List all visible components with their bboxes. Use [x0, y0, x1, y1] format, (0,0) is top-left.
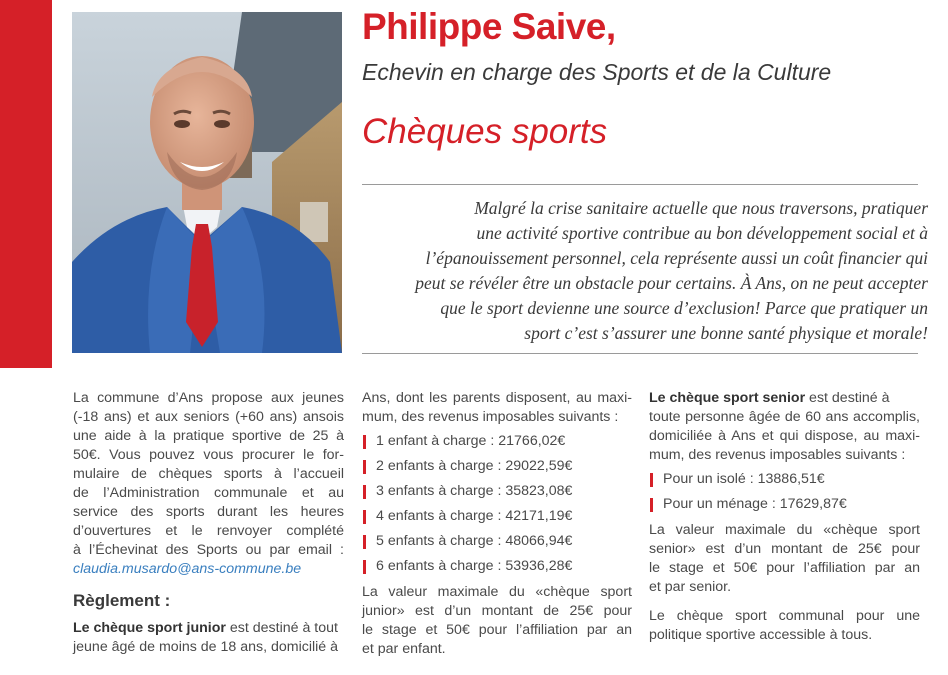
intro-line: peut se révéler être un obstacle pour certains. À Ans, on ne peut accepter: [415, 273, 928, 293]
list-item-text: 1 enfant à charge : 21766,02€: [376, 433, 566, 449]
body-line: senior» est d’un montant de 25€ pour: [649, 541, 920, 557]
list-item: [362, 529, 632, 554]
list-item: [362, 554, 632, 579]
body-line: et par enfant.: [362, 641, 446, 657]
portrait-illustration: [72, 12, 342, 353]
list-item: [649, 492, 920, 517]
body-line: et par senior.: [649, 579, 732, 595]
senior-rest: est destiné à: [805, 390, 890, 406]
bullet-marker: [363, 460, 366, 474]
bullet-marker: [363, 485, 366, 499]
list-item: [362, 479, 632, 504]
bullet-marker: [363, 435, 366, 449]
bullet-marker: [650, 473, 653, 487]
body-line: service des sports durant les heures: [73, 504, 344, 520]
list-item-text: Pour un isolé : 13886,51€: [663, 471, 825, 487]
list-item-text: 3 enfants à charge : 35823,08€: [376, 483, 573, 499]
accent-bar: [0, 0, 52, 368]
list-item: [362, 504, 632, 529]
email-link[interactable]: claudia.musardo@ans-commune.be: [73, 561, 302, 577]
body-line: La valeur maximale du «chèque sport: [362, 584, 632, 600]
reglement-heading: Règlement :: [73, 591, 171, 610]
bullet-marker: [363, 535, 366, 549]
intro-line: l’épanouissement personnel, cela représente aussi un coût financier qui: [425, 248, 928, 268]
body-line: Le chèque sport communal pour une: [649, 608, 920, 624]
senior-income-list: [649, 467, 920, 517]
body-line: La valeur maximale du «chèque sport: [649, 522, 920, 538]
body-line: d’ouvertures et le renvoyer complété: [73, 523, 344, 539]
divider-bottom: [362, 353, 918, 354]
body-line: jeune âgé de moins de 18 ans, domicilié à: [73, 639, 339, 655]
senior-bold: Le chèque sport senior: [649, 390, 806, 406]
body-line: mum, des revenus imposables suivants :: [362, 409, 619, 425]
divider-top: [362, 184, 918, 185]
body-line: à l’Échevinat des Sports ou par email :: [73, 542, 344, 558]
body-line: le stage et 50€ pour l’affiliation par an: [649, 560, 920, 576]
person-name: Philippe Saive,: [362, 6, 616, 47]
list-item: [649, 467, 920, 492]
bullet-marker: [363, 560, 366, 574]
list-item: [362, 429, 632, 454]
intro-line: une activité sportive contribue au bon développement social et à: [476, 223, 928, 243]
portrait-photo: [72, 12, 342, 353]
intro-line: que le sport devienne une source d’exclusion! Parce que pratiquer un: [440, 298, 928, 318]
body-line: mulaire de chèques sports à l’accueil: [73, 466, 344, 482]
section-title: Chèques sports: [362, 112, 608, 151]
bullet-marker: [650, 498, 653, 512]
intro-line: Malgré la crise sanitaire actuelle que nous traversons, pratiquer: [474, 198, 928, 218]
body-line: mum, des revenus imposables suivants :: [649, 447, 906, 463]
list-item-text: 6 enfants à charge : 53936,28€: [376, 558, 573, 574]
body-line: domiciliée à Ans et qui dispose, au maxi-: [649, 428, 920, 444]
body-line: toute personne âgée de 60 ans accomplis,: [649, 409, 920, 425]
list-item: [362, 454, 632, 479]
junior-bold: Le chèque sport junior: [73, 620, 226, 636]
body-line: junior» est d’un montant de 25€ pour: [362, 603, 632, 619]
body-line: de l’Administration communale et au: [73, 485, 344, 501]
column-2: [362, 389, 632, 659]
body-line: une aide à la pratique sportive de 25 à: [73, 428, 344, 444]
list-item-text: 2 enfants à charge : 29022,59€: [376, 458, 573, 474]
body-line: le stage et 50€ pour l’affiliation par an: [362, 622, 632, 638]
column-1: [73, 389, 344, 657]
intro-line: sport c’est s’assurer une bonne santé physique et morale!: [524, 323, 928, 343]
body-line: Ans, dont les parents disposent, au maxi-: [362, 390, 632, 406]
body-line: La commune d’Ans propose aux jeunes: [73, 390, 344, 406]
list-item-text: 5 enfants à charge : 48066,94€: [376, 533, 573, 549]
junior-line: [73, 619, 344, 638]
body-line: (-18 ans) et aux seniors (+60 ans) ansois: [73, 409, 344, 425]
body-line: 50€. Vous pouvez vous procurer le for-: [73, 447, 344, 463]
person-role: Echevin en charge des Sports et de la Culture: [362, 59, 832, 85]
body-line: politique sportive accessible à tous.: [649, 627, 873, 643]
senior-line: [649, 389, 920, 408]
list-item-text: 4 enfants à charge : 42171,19€: [376, 508, 573, 524]
bullet-marker: [363, 510, 366, 524]
column-3: [649, 389, 920, 645]
junior-income-list: [362, 429, 632, 579]
list-item-text: Pour un ménage : 17629,87€: [663, 496, 847, 512]
intro-paragraph: [338, 196, 928, 346]
junior-rest: est destiné à tout: [225, 620, 338, 636]
